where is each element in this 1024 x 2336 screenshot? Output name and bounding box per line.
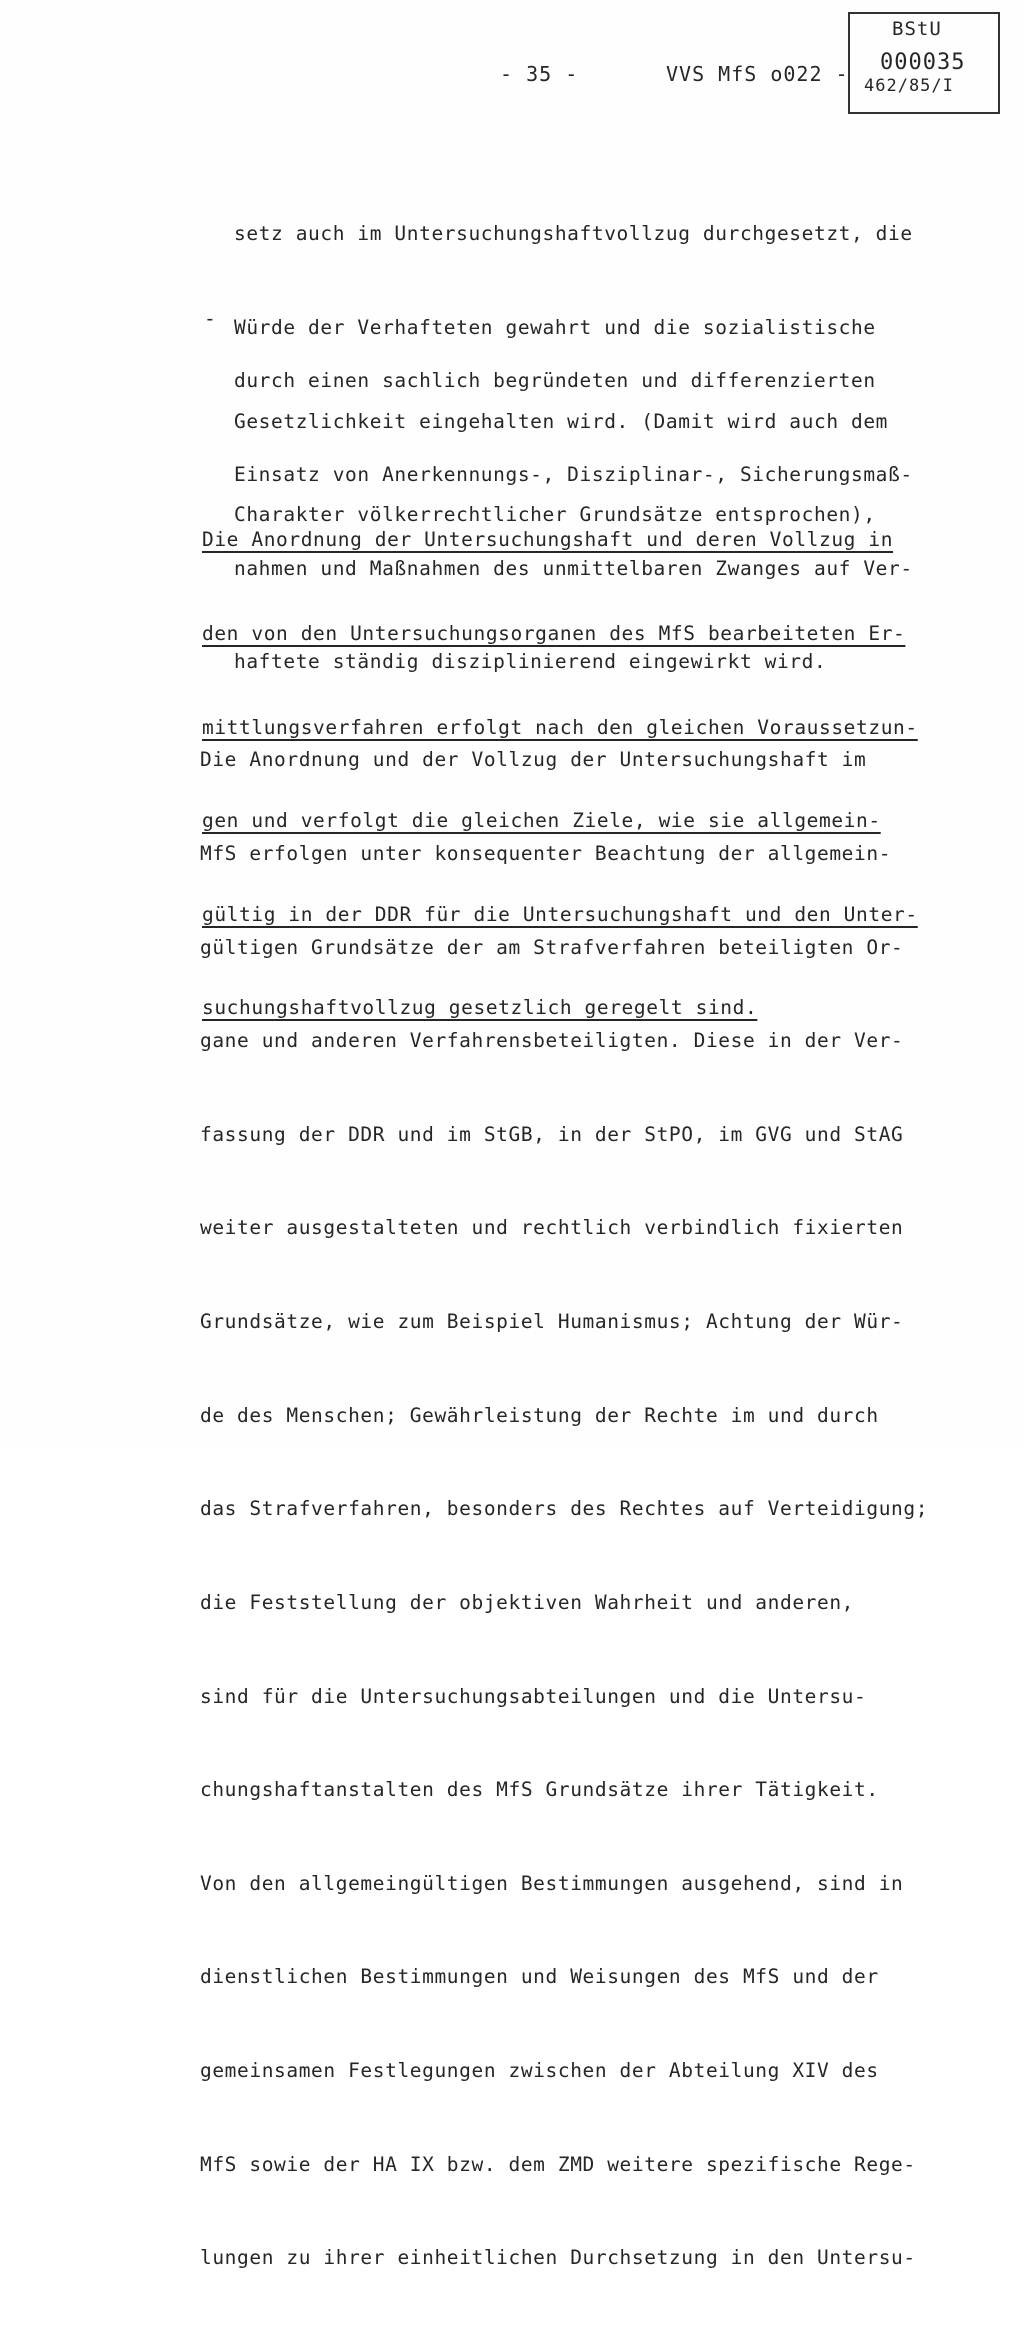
text-line: suchungshaftvollzug gesetzlich geregelt sind. [202,996,758,1020]
text-line: Einsatz von Anerkennungs-, Disziplinar-, Sicherungsmaß- [234,463,913,487]
text-line: gültigen Grundsätze der am Strafverfahren beteiligten Or- [200,935,904,959]
text-line: Würde der Verhafteten gewahrt und die sozialistische [234,316,876,340]
text-line: weiter ausgestalteten und rechtlich verbindlich fixierten [200,1216,904,1240]
text-line: fassung der DDR und im StGB, in der StPO, im GVG und StAG [200,1122,904,1146]
text-line: dienstlichen Bestimmungen und Weisungen des MfS und der [200,1965,879,1989]
main-paragraph [200,682,928,2336]
text-line: gane und anderen Verfahrensbeteiligten. Diese in der Ver- [200,1029,904,1053]
stamp-number: 000035 462/85/I [864,50,966,96]
text-line: chungshaftanstalten des MfS Grundsätze ihrer Tätigkeit. [200,1778,879,1802]
page-number: - 35 - [500,62,579,86]
text-line: Von den allgemeingültigen Bestimmungen ausgehend, sind in [200,1871,904,1895]
text-line: Gesetzlichkeit eingehalten wird. (Damit wird auch dem [234,409,889,433]
text-line: sind für die Untersuchungsabteilungen und die Untersu- [200,1684,867,1708]
text-line: haftete ständig disziplinierend eingewirkt wird. [234,650,827,674]
text-line: den von den Untersuchungsorganen des MfS bearbeiteten Er- [202,622,906,646]
stamp-label: BStU [892,18,942,40]
text-line: durch einen sachlich begründeten und differenzierten [234,369,876,393]
text-line: die Feststellung der objektiven Wahrheit und anderen, [200,1590,855,1614]
text-line: gemeinsamen Festlegungen zwischen der Abteilung XIV des [200,2058,879,2082]
text-line: Grundsätze, wie zum Beispiel Humanismus; Achtung der Wür- [200,1310,904,1334]
text-line: Charakter völkerrechtlicher Grundsätze entsprochen), [234,503,876,527]
bullet-dash: - [204,307,216,330]
text-line: Die Anordnung der Untersuchungshaft und deren Vollzug in [202,528,894,552]
text-line: lungen zu ihrer einheitlichen Durchsetzung in den Untersu- [200,2246,916,2270]
text-line: mittlungsverfahren erfolgt nach den gleichen Voraussetzun- [202,715,918,739]
archive-stamp [848,12,1000,114]
text-line: gen und verfolgt die gleichen Ziele, wie sie allgemein- [202,809,881,833]
text-line: nahmen und Maßnahmen des unmittelbaren Zwanges auf Ver- [234,556,913,580]
text-line: gültig in der DDR für die Untersuchungshaft und den Unter- [202,902,918,926]
text-line: Die Anordnung und der Vollzug der Untersuchungshaft im [200,748,867,772]
text-line: MfS sowie der HA IX bzw. dem ZMD weitere spezifische Rege- [200,2152,916,2176]
text-line: setz auch im Untersuchungshaftvollzug durchgesetzt, die [234,222,913,246]
document-reference: VVS MfS o022 - [666,62,849,86]
text-line: de des Menschen; Gewährleistung der Rechte im und durch [200,1403,879,1427]
text-line: MfS erfolgen unter konsequenter Beachtung der allgemein- [200,842,892,866]
text-line: das Strafverfahren, besonders des Rechtes auf Verteidigung; [200,1497,929,1521]
